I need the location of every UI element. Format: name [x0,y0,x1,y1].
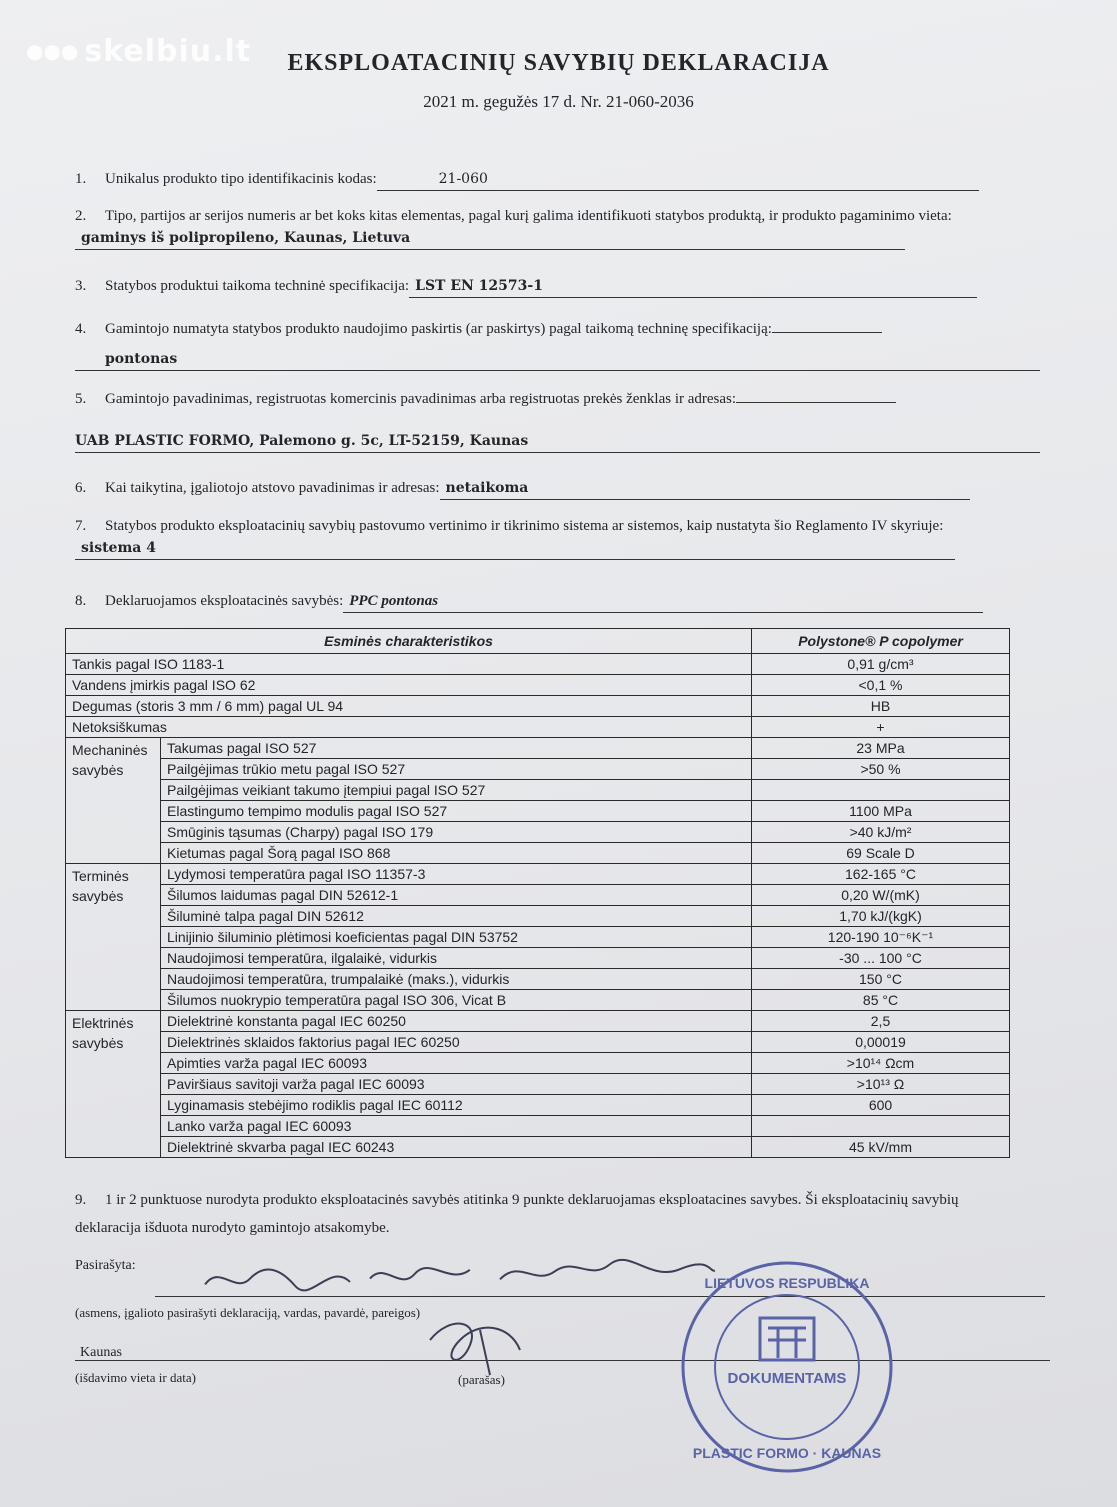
characteristic-value: + [752,717,1010,738]
item-2: 2. Tipo, partijos ar serijos numeris ar bet koks kitas elementas, pagal kurį galima identifikuoti statybos produktą, ir produkto pagaminimo vieta:gaminys iš polipropileno, Kaunas, Lietuva [75,205,1045,250]
table-row [66,1053,1010,1074]
item-1: 1. Unikalus produkto tipo identifikacinis kodas: 21-060 [75,168,1045,191]
item-5-value: UAB PLASTIC FORMO, Palemono g. 5c, LT-52159, Kaunas [75,430,1040,453]
item-8-value: PPC pontonas [343,590,983,613]
characteristic-label: Smūginis tąsumas (Charpy) pagal ISO 179 [161,822,752,843]
item-6: 6. Kai taikytina, įgaliotojo atstovo pavadinimas ir adresas: netaikoma [75,477,1045,500]
table-header-characteristics: Esminės charakteristikos [66,629,752,654]
characteristic-label: Lanko varža pagal IEC 60093 [161,1116,752,1137]
signature-caption: (parašas) [458,1372,505,1387]
characteristic-label: Dielektrinė skvarba pagal IEC 60243 [161,1137,752,1158]
issue-place: Kaunas [80,1345,122,1360]
characteristic-value: 2,5 [752,1011,1010,1032]
item-4-value: pontonas [75,348,1040,371]
table-row [66,990,1010,1011]
item-4: 4. Gamintojo numatyta statybos produkto naudojimo paskirtis (ar paskirtys) pagal taikomą techninę specifikaciją: pontonas [75,318,1045,371]
item-2-value: gaminys iš polipropileno, Kaunas, Lietuva [75,227,905,250]
characteristic-value: -30 ... 100 °C [752,948,1010,969]
table-row [66,1011,1010,1032]
characteristic-label: Naudojimosi temperatūra, trumpalaikė (maks.), vidurkis [161,969,752,990]
signed-label: Pasirašyta: [75,1258,136,1273]
table-row [66,822,1010,843]
document-title: EKSPLOATACINIŲ SAVYBIŲ DEKLARACIJA [287,50,830,76]
table-row [66,969,1010,990]
table-row [66,843,1010,864]
document-subtitle: 2021 m. gegužės 17 d. Nr. 21-060-2036 [423,92,694,111]
characteristic-label: Lyginamasis stebėjimo rodiklis pagal IEC 60112 [161,1095,752,1116]
svg-text:DOKUMENTAMS: DOKUMENTAMS [727,1370,847,1387]
table-row [66,780,1010,801]
watermark: ●●● skelbiu.lt [26,34,252,69]
characteristic-value: 1100 MPa [752,801,1010,822]
characteristic-label: Netoksiškumas [66,717,752,738]
initials-scribble-icon [420,1310,530,1380]
item-8: 8. Deklaruojamos eksploatacinės savybės: PPC pontonas [75,590,1045,613]
table-row [66,675,1010,696]
group-label: Mechaninės savybės [66,738,161,864]
table-row [66,759,1010,780]
characteristic-label: Šilumos nuokrypio temperatūra pagal ISO 306, Vicat B [161,990,752,1011]
characteristic-label: Takumas pagal ISO 527 [161,738,752,759]
characteristic-value: 69 Scale D [752,843,1010,864]
table-row [66,885,1010,906]
table-row [66,801,1010,822]
table-row [66,1032,1010,1053]
characteristic-value: 23 MPa [752,738,1010,759]
table-row [66,1095,1010,1116]
characteristic-label: Šilumos laidumas pagal DIN 52612-1 [161,885,752,906]
table-row [66,927,1010,948]
item-5: 5. Gamintojo pavadinimas, registruotas komercinis pavadinimas arba registruotas prekės ženklas ir adresas: UAB PLASTIC FORMO, Palemono g. 5c, LT-52159, Kaunas [75,388,1045,453]
table-row [66,717,1010,738]
characteristic-label: Paviršiaus savitoji varža pagal IEC 60093 [161,1074,752,1095]
table-row [66,1137,1010,1158]
characteristic-value: 0,91 g/cm³ [752,654,1010,675]
characteristic-label: Dielektrinė konstanta pagal IEC 60250 [161,1011,752,1032]
table-row [66,1074,1010,1095]
table-row [66,906,1010,927]
characteristic-label: Apimties varža pagal IEC 60093 [161,1053,752,1074]
table-row [66,696,1010,717]
table-header-row [66,629,1010,654]
table-row [66,948,1010,969]
characteristic-value: >10¹³ Ω [752,1074,1010,1095]
item-3: 3. Statybos produktui taikoma techninė specifikacija: LST EN 12573-1 [75,275,1045,298]
table-row [66,654,1010,675]
characteristic-value: 600 [752,1095,1010,1116]
group-label: Terminės savybės [66,864,161,1011]
characteristics-table [65,628,1010,1158]
characteristic-value: 0,00019 [752,1032,1010,1053]
characteristic-value: 45 kV/mm [752,1137,1010,1158]
characteristic-label: Šiluminė talpa pagal DIN 52612 [161,906,752,927]
characteristic-value: 162-165 °C [752,864,1010,885]
characteristic-label: Pailgėjimas veikiant takumo įtempiui pagal ISO 527 [161,780,752,801]
characteristic-value: 150 °C [752,969,1010,990]
svg-text:LIETUVOS RESPUBLIKA: LIETUVOS RESPUBLIKA [704,1275,870,1291]
item-1-value: 21-060 [377,168,979,191]
characteristic-label: Elastingumo tempimo modulis pagal ISO 527 [161,801,752,822]
characteristic-label: Tankis pagal ISO 1183-1 [66,654,752,675]
table-row [66,864,1010,885]
characteristic-label: Degumas (storis 3 mm / 6 mm) pagal UL 94 [66,696,752,717]
item-6-value: netaikoma [440,477,970,500]
signer-caption: (asmens, įgalioto pasirašyti deklaraciją, vardas, pavardė, pareigos) [75,1305,421,1320]
item-3-value: LST EN 12573-1 [409,275,977,298]
company-stamp [678,1258,896,1476]
characteristic-value: 85 °C [752,990,1010,1011]
table-row [66,1116,1010,1137]
characteristic-label: Kietumas pagal Šorą pagal ISO 868 [161,843,752,864]
group-label: Elektrinės savybės [66,1011,161,1158]
characteristic-value [752,1116,1010,1137]
characteristic-label: Linijinio šiluminio plėtimosi koeficientas pagal DIN 53752 [161,927,752,948]
item-9: 9. 1 ir 2 punktuose nurodyta produkto eksploatacinės savybės atitinka 9 punkte deklaruojamas eksploatacines savybes. Ši eksploatacinių savybių deklaracija išduota nurodyto gamintojo atsakomybe. [75,1192,959,1236]
characteristic-value: 120-190 10⁻⁶K⁻¹ [752,927,1010,948]
issue-place-caption: (išdavimo vieta ir data) [75,1370,196,1385]
signature-scribble-icon [200,1250,721,1299]
characteristic-value: >40 kJ/m² [752,822,1010,843]
table-header-material: Polystone® P copolymer [752,629,1010,654]
characteristic-label: Dielektrinės sklaidos faktorius pagal IEC 60250 [161,1032,752,1053]
characteristic-value [752,780,1010,801]
characteristic-label: Naudojimosi temperatūra, ilgalaikė, vidurkis [161,948,752,969]
svg-text:PLASTIC FORMO · KAUNAS: PLASTIC FORMO · KAUNAS [692,1445,882,1461]
characteristic-label: Pailgėjimas trūkio metu pagal ISO 527 [161,759,752,780]
characteristic-value: 1,70 kJ/(kgK) [752,906,1010,927]
table-row [66,738,1010,759]
characteristic-value: HB [752,696,1010,717]
watermark-dots-icon: ●●● [26,39,79,63]
characteristic-value: >10¹⁴ Ωcm [752,1053,1010,1074]
characteristic-value: <0,1 % [752,675,1010,696]
item-7-value: sistema 4 [75,537,955,560]
item-7: 7. Statybos produkto eksploatacinių savybių pastovumo vertinimo ir tikrinimo sistema ar sistemos, kaip nustatyta šio Reglamento IV skyriuje:sistema 4 [75,515,1045,560]
characteristic-label: Lydymosi temperatūra pagal ISO 11357-3 [161,864,752,885]
handwritten-signature [200,1250,721,1307]
characteristic-value: >50 % [752,759,1010,780]
characteristic-value: 0,20 W/(mK) [752,885,1010,906]
characteristic-label: Vandens įmirkis pagal ISO 62 [66,675,752,696]
